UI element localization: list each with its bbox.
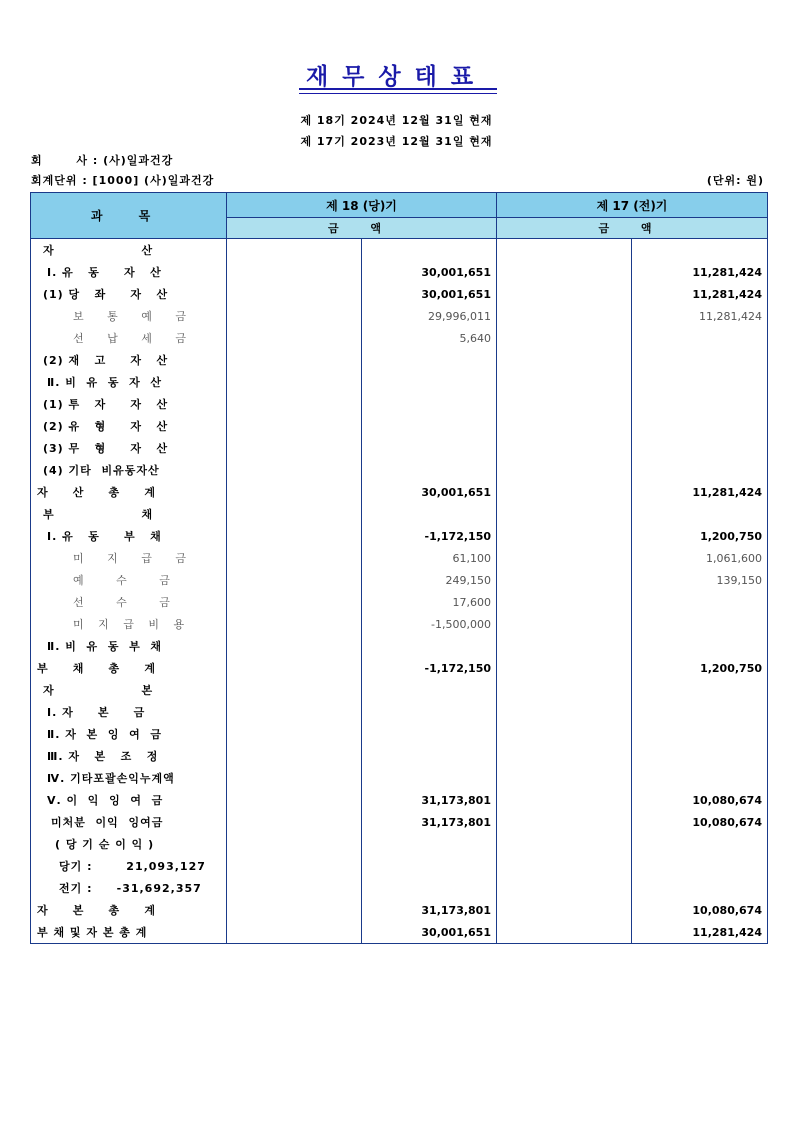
- previous-detail-cell: [497, 723, 632, 745]
- row-label: 선 납 세 금: [31, 327, 227, 349]
- table-row: [31, 371, 768, 393]
- current-detail-cell: [227, 789, 362, 811]
- current-amount: 249,150: [362, 569, 497, 591]
- previous-amount: [632, 349, 768, 371]
- period-previous: 제 17기 2023년 12월 31일 현재: [300, 135, 493, 148]
- current-detail-cell: [227, 503, 362, 525]
- previous-amount: 1,200,750: [632, 657, 768, 679]
- previous-amount: [632, 459, 768, 481]
- current-amount: [362, 459, 497, 481]
- current-amount: [362, 415, 497, 437]
- row-label: (1) 당 좌 자 산: [31, 283, 227, 305]
- row-label: 예 수 금: [31, 569, 227, 591]
- current-detail-cell: [227, 723, 362, 745]
- current-detail-cell: [227, 569, 362, 591]
- previous-amount: [632, 613, 768, 635]
- current-amount: [362, 833, 497, 855]
- row-label: ( 당 기 순 이 익 ): [31, 833, 227, 855]
- current-amount: 31,173,801: [362, 899, 497, 921]
- previous-amount: [632, 877, 768, 899]
- table-row: [31, 415, 768, 437]
- previous-detail-cell: [497, 283, 632, 305]
- current-detail-cell: [227, 305, 362, 327]
- previous-amount: [632, 503, 768, 525]
- table-row: [31, 789, 768, 811]
- current-amount: [362, 437, 497, 459]
- row-label: 선 수 금: [31, 591, 227, 613]
- current-detail-cell: [227, 701, 362, 723]
- table-row: [31, 591, 768, 613]
- current-detail-cell: [227, 525, 362, 547]
- current-detail-cell: [227, 767, 362, 789]
- row-label: 미처분 이익 잉여금: [31, 811, 227, 833]
- current-detail-cell: [227, 679, 362, 701]
- previous-detail-cell: [497, 437, 632, 459]
- current-detail-cell: [227, 371, 362, 393]
- row-label: 전기 : -31,692,357: [31, 877, 227, 899]
- current-detail-cell: [227, 349, 362, 371]
- previous-amount: [632, 635, 768, 657]
- previous-amount: 139,150: [632, 569, 768, 591]
- current-detail-cell: [227, 437, 362, 459]
- current-amount: [362, 723, 497, 745]
- current-amount: [362, 503, 497, 525]
- current-detail-cell: [227, 745, 362, 767]
- current-amount: 29,996,011: [362, 305, 497, 327]
- previous-detail-cell: [497, 349, 632, 371]
- current-detail-cell: [227, 657, 362, 679]
- table-row: [31, 393, 768, 415]
- table-row: [31, 811, 768, 833]
- title-underline-thin: [299, 93, 497, 94]
- table-row: [31, 921, 768, 944]
- current-amount: 30,001,651: [362, 921, 497, 944]
- table-row: [31, 547, 768, 569]
- current-amount: 30,001,651: [362, 481, 497, 503]
- row-label: 자 산: [31, 239, 227, 262]
- previous-detail-cell: [497, 305, 632, 327]
- current-amount: -1,500,000: [362, 613, 497, 635]
- previous-detail-cell: [497, 415, 632, 437]
- previous-detail-cell: [497, 635, 632, 657]
- current-amount: [362, 635, 497, 657]
- current-amount: 30,001,651: [362, 283, 497, 305]
- previous-amount: 11,281,424: [632, 921, 768, 944]
- previous-detail-cell: [497, 745, 632, 767]
- accounting-unit: 회계단위 : [1000] (사)일과건강: [31, 174, 215, 187]
- table-row: [31, 305, 768, 327]
- table-row: [31, 635, 768, 657]
- current-detail-cell: [227, 877, 362, 899]
- row-label: 미 지 급 비 용: [31, 613, 227, 635]
- previous-detail-cell: [497, 833, 632, 855]
- current-detail-cell: [227, 459, 362, 481]
- current-amount: 5,640: [362, 327, 497, 349]
- previous-amount: [632, 239, 768, 262]
- previous-detail-cell: [497, 767, 632, 789]
- current-amount: 17,600: [362, 591, 497, 613]
- previous-detail-cell: [497, 569, 632, 591]
- row-label: 미 지 급 금: [31, 547, 227, 569]
- current-detail-cell: [227, 921, 362, 944]
- previous-amount: 10,080,674: [632, 789, 768, 811]
- table-row: [31, 723, 768, 745]
- previous-amount: [632, 855, 768, 877]
- header-current-period: 제 18 (당)기: [227, 193, 497, 218]
- previous-amount: 1,061,600: [632, 547, 768, 569]
- table-row: [31, 657, 768, 679]
- current-amount: -1,172,150: [362, 525, 497, 547]
- title-underline: [299, 88, 497, 90]
- current-detail-cell: [227, 415, 362, 437]
- header-previous-period: 제 17 (전)기: [497, 193, 768, 218]
- current-amount: [362, 877, 497, 899]
- previous-detail-cell: [497, 239, 632, 262]
- previous-detail-cell: [497, 855, 632, 877]
- previous-detail-cell: [497, 547, 632, 569]
- row-label: 당기 : 21,093,127: [31, 855, 227, 877]
- row-label: Ⅰ. 유 동 자 산: [31, 261, 227, 283]
- period-current: 제 18기 2024년 12월 31일 현재: [300, 114, 493, 127]
- current-detail-cell: [227, 547, 362, 569]
- current-detail-cell: [227, 899, 362, 921]
- table-row: [31, 767, 768, 789]
- previous-detail-cell: [497, 503, 632, 525]
- row-label: Ⅳ. 기타포괄손익누계액: [31, 767, 227, 789]
- row-label: (2) 재 고 자 산: [31, 349, 227, 371]
- current-amount: 31,173,801: [362, 811, 497, 833]
- current-amount: [362, 767, 497, 789]
- currency-unit: (단위: 원): [706, 174, 764, 187]
- current-detail-cell: [227, 833, 362, 855]
- current-amount: [362, 239, 497, 262]
- current-detail-cell: [227, 591, 362, 613]
- previous-detail-cell: [497, 613, 632, 635]
- row-label: Ⅲ. 자 본 조 정: [31, 745, 227, 767]
- row-label: Ⅱ. 비 유 동 부 채: [31, 635, 227, 657]
- table-row: [31, 503, 768, 525]
- table-row: [31, 437, 768, 459]
- previous-amount: [632, 723, 768, 745]
- previous-amount: 10,080,674: [632, 899, 768, 921]
- previous-amount: 1,200,750: [632, 525, 768, 547]
- current-amount: -1,172,150: [362, 657, 497, 679]
- current-detail-cell: [227, 393, 362, 415]
- table-row: [31, 613, 768, 635]
- table-body: [31, 239, 768, 944]
- row-label: (2) 유 형 자 산: [31, 415, 227, 437]
- previous-amount: [632, 833, 768, 855]
- previous-amount: [632, 393, 768, 415]
- table-row: [31, 349, 768, 371]
- table-row: [31, 833, 768, 855]
- table-row: [31, 459, 768, 481]
- previous-detail-cell: [497, 921, 632, 944]
- previous-detail-cell: [497, 657, 632, 679]
- current-amount: [362, 679, 497, 701]
- table-row: [31, 261, 768, 283]
- company-name: 회 사 : (사)일과건강: [31, 154, 174, 167]
- previous-detail-cell: [497, 459, 632, 481]
- previous-detail-cell: [497, 481, 632, 503]
- previous-amount: [632, 371, 768, 393]
- table-row: [31, 283, 768, 305]
- balance-sheet-table: [30, 192, 768, 944]
- previous-amount: 11,281,424: [632, 283, 768, 305]
- previous-amount: 11,281,424: [632, 481, 768, 503]
- current-detail-cell: [227, 327, 362, 349]
- row-label: 부 채 총 계: [31, 657, 227, 679]
- document-title: 재무상태표: [305, 64, 488, 90]
- previous-detail-cell: [497, 591, 632, 613]
- row-label: Ⅱ. 비 유 동 자 산: [31, 371, 227, 393]
- row-label: (4) 기타 비유동자산: [31, 459, 227, 481]
- previous-amount: [632, 745, 768, 767]
- previous-amount: [632, 437, 768, 459]
- current-amount: [362, 349, 497, 371]
- row-label: 보 통 예 금: [31, 305, 227, 327]
- previous-amount: [632, 679, 768, 701]
- table-row: [31, 877, 768, 899]
- current-detail-cell: [227, 811, 362, 833]
- previous-detail-cell: [497, 525, 632, 547]
- table-row: [31, 701, 768, 723]
- header-subject: 과 목: [31, 193, 227, 239]
- previous-detail-cell: [497, 899, 632, 921]
- row-label: 부 채 및 자 본 총 계: [31, 921, 227, 944]
- row-label: Ⅰ. 유 동 부 채: [31, 525, 227, 547]
- current-amount: 31,173,801: [362, 789, 497, 811]
- current-amount: [362, 701, 497, 723]
- header-current-amount: 금 액: [227, 218, 497, 239]
- current-amount: [362, 745, 497, 767]
- table-row: [31, 679, 768, 701]
- row-label: Ⅴ. 이 익 잉 여 금: [31, 789, 227, 811]
- current-detail-cell: [227, 261, 362, 283]
- current-amount: [362, 855, 497, 877]
- table-row: [31, 855, 768, 877]
- table-row: [31, 899, 768, 921]
- row-label: 자 본: [31, 679, 227, 701]
- previous-amount: [632, 327, 768, 349]
- table-row: [31, 327, 768, 349]
- current-amount: 61,100: [362, 547, 497, 569]
- previous-detail-cell: [497, 789, 632, 811]
- current-detail-cell: [227, 239, 362, 262]
- previous-detail-cell: [497, 701, 632, 723]
- header-previous-amount: 금 액: [497, 218, 768, 239]
- table-row: [31, 481, 768, 503]
- previous-amount: [632, 767, 768, 789]
- current-detail-cell: [227, 635, 362, 657]
- previous-amount: 11,281,424: [632, 261, 768, 283]
- row-label: Ⅱ. 자 본 잉 여 금: [31, 723, 227, 745]
- current-amount: [362, 371, 497, 393]
- previous-amount: 10,080,674: [632, 811, 768, 833]
- current-detail-cell: [227, 283, 362, 305]
- previous-detail-cell: [497, 327, 632, 349]
- previous-detail-cell: [497, 371, 632, 393]
- previous-detail-cell: [497, 393, 632, 415]
- previous-amount: [632, 591, 768, 613]
- row-label: 부 채: [31, 503, 227, 525]
- table-row: [31, 745, 768, 767]
- previous-amount: [632, 701, 768, 723]
- row-label: 자 산 총 계: [31, 481, 227, 503]
- row-label: 자 본 총 계: [31, 899, 227, 921]
- table-row: [31, 239, 768, 262]
- previous-amount: [632, 415, 768, 437]
- row-label: Ⅰ. 자 본 금: [31, 701, 227, 723]
- previous-detail-cell: [497, 811, 632, 833]
- row-label: (3) 무 형 자 산: [31, 437, 227, 459]
- current-detail-cell: [227, 613, 362, 635]
- previous-detail-cell: [497, 877, 632, 899]
- table-row: [31, 525, 768, 547]
- previous-amount: 11,281,424: [632, 305, 768, 327]
- current-detail-cell: [227, 481, 362, 503]
- previous-detail-cell: [497, 679, 632, 701]
- previous-detail-cell: [497, 261, 632, 283]
- table-row: [31, 569, 768, 591]
- current-amount: 30,001,651: [362, 261, 497, 283]
- current-detail-cell: [227, 855, 362, 877]
- current-amount: [362, 393, 497, 415]
- row-label: (1) 투 자 자 산: [31, 393, 227, 415]
